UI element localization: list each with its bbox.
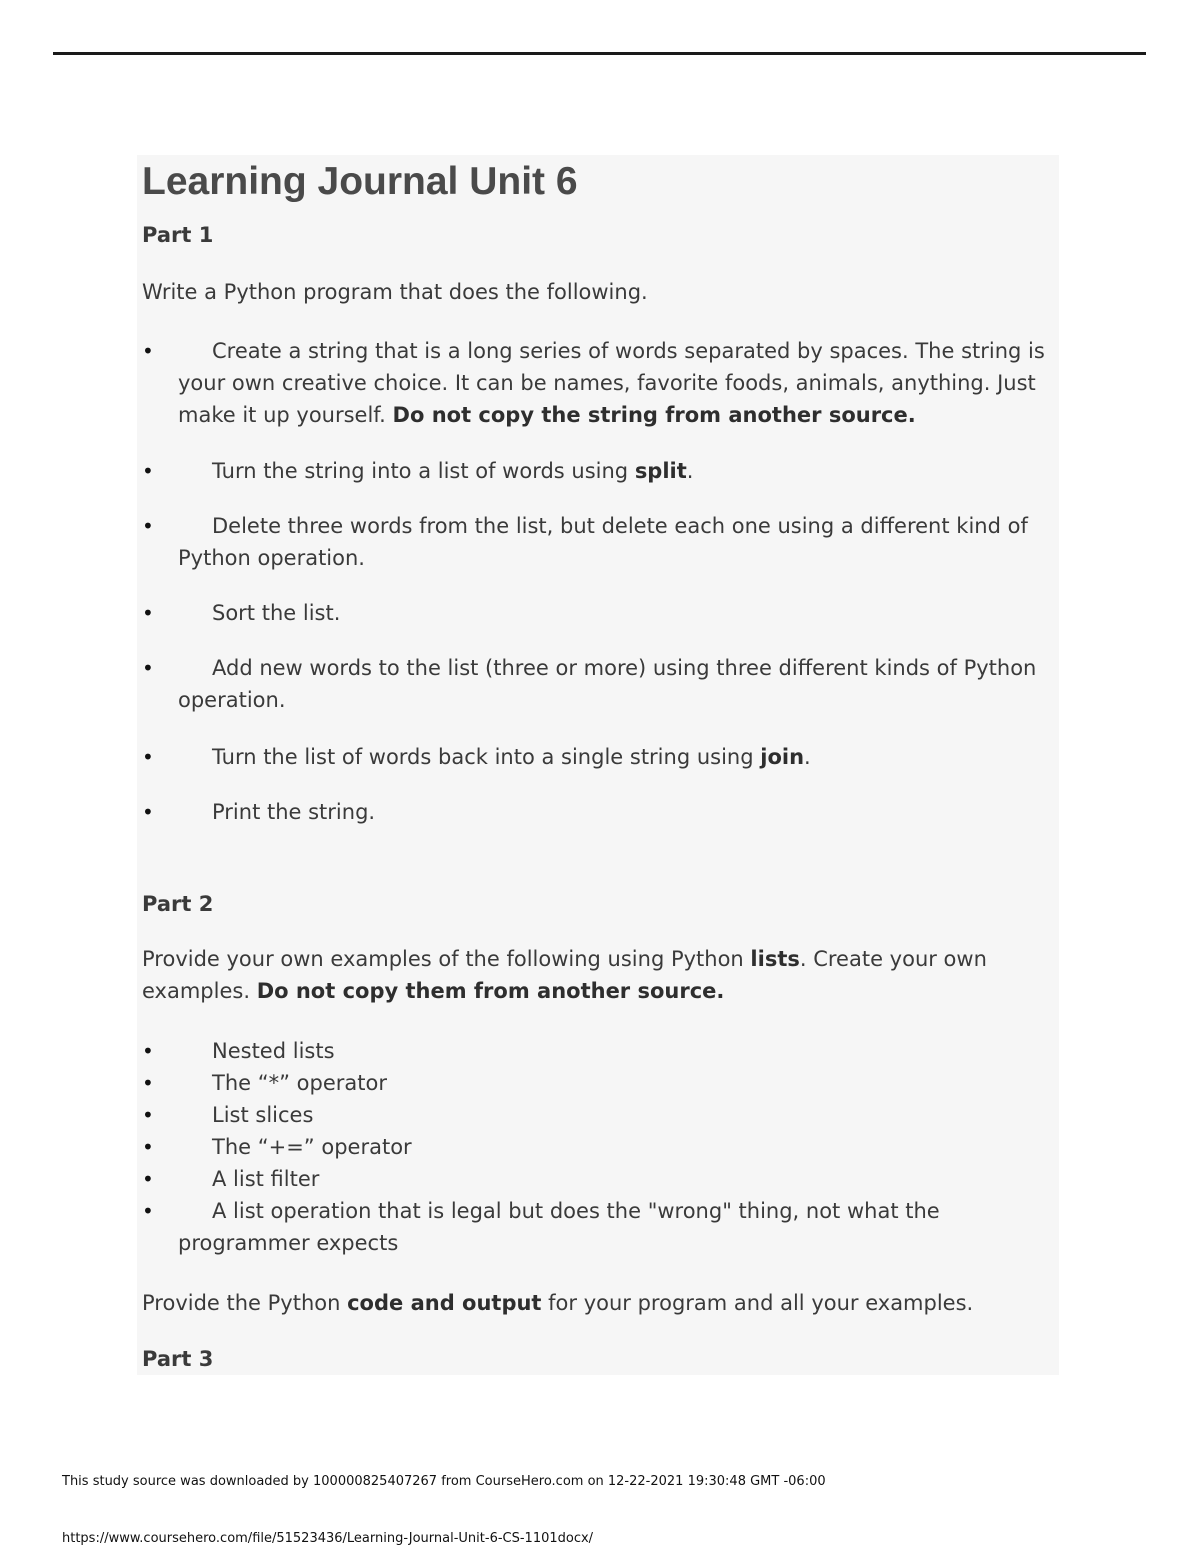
- bullet-icon: •: [142, 745, 154, 769]
- part1-bullet-7: [142, 796, 1058, 828]
- part2-closing: [142, 1287, 1042, 1319]
- bullet-icon: •: [142, 1135, 154, 1159]
- bullet-icon: •: [142, 1167, 154, 1191]
- bullet-text: Add new words to the list (three or more) using three different kinds of Python operation.: [178, 656, 1037, 712]
- bullet-text: List slices: [212, 1103, 314, 1127]
- part2-bullet-4: [142, 1131, 1058, 1163]
- bullet-icon: •: [142, 1103, 154, 1127]
- part2-closing-bold: code and output: [347, 1291, 542, 1315]
- bullet-bold-text: split: [634, 459, 687, 483]
- part1-bullet-4: [142, 597, 1058, 629]
- bullet-bold-text: Do not copy the string from another source.: [392, 403, 916, 427]
- bullet-text: Delete three words from the list, but delete each one using a different kind of Python operation.: [178, 514, 1028, 570]
- bullet-icon: •: [142, 1199, 154, 1223]
- part1-intro: Write a Python program that does the following.: [142, 280, 648, 304]
- bullet-icon: •: [142, 656, 154, 680]
- bullet-trailing-text: .: [804, 745, 811, 769]
- bullet-text: A list operation that is legal but does the "wrong" thing, not what the programmer expects: [178, 1199, 940, 1255]
- download-source-notice: This study source was downloaded by 100000825407267 from CourseHero.com on 12-22-2021 19:30:48 GMT -06:00: [62, 1474, 826, 1489]
- part2-bullet-2: [142, 1067, 1058, 1099]
- bullet-text: Print the string.: [212, 800, 376, 824]
- bullet-text: Nested lists: [212, 1039, 335, 1063]
- bullet-text: Create a string that is a long series of words separated by spaces. The string is your own creative choice. It can be names, favorite foods, animals, anything. Just make it up yourself.: [178, 339, 1045, 427]
- part2-bullet-3: [142, 1099, 1058, 1131]
- bullet-text: Turn the list of words back into a single string using: [212, 745, 761, 769]
- bullet-text: The “+=” operator: [212, 1135, 412, 1159]
- bullet-icon: •: [142, 339, 154, 363]
- part2-bullet-1: [142, 1035, 1058, 1067]
- source-url[interactable]: https://www.coursehero.com/file/51523436/Learning-Journal-Unit-6-CS-1101docx/: [62, 1531, 594, 1546]
- part1-bullet-3: [142, 510, 1058, 574]
- bullet-text: A list filter: [212, 1167, 320, 1191]
- part2-intro: [142, 943, 1042, 1007]
- bullet-icon: •: [142, 514, 154, 538]
- page-title: Learning Journal Unit 6: [142, 160, 578, 203]
- part2-intro-text-2: . Create your own examples.: [142, 947, 987, 1003]
- bullet-text: Turn the string into a list of words using: [212, 459, 635, 483]
- part2-intro-bold-lists: lists: [750, 947, 800, 971]
- top-horizontal-rule: [53, 52, 1146, 55]
- bullet-icon: •: [142, 1039, 154, 1063]
- part3-heading: Part 3: [142, 1347, 214, 1371]
- bullet-icon: •: [142, 601, 154, 625]
- part1-bullet-2: [142, 455, 1058, 487]
- part2-closing-text: Provide the Python: [142, 1291, 348, 1315]
- bullet-trailing-text: .: [686, 459, 694, 483]
- part2-intro-text: Provide your own examples of the following using Python: [142, 947, 751, 971]
- bullet-icon: •: [142, 459, 154, 483]
- part1-bullet-6: [142, 741, 1058, 773]
- bullet-icon: •: [142, 1071, 154, 1095]
- part2-heading: Part 2: [142, 892, 214, 916]
- part1-bullet-5: [142, 652, 1058, 716]
- part2-bullet-6: [142, 1195, 1058, 1259]
- bullet-text: Sort the list.: [212, 601, 341, 625]
- part2-intro-bold-warning: Do not copy them from another source.: [256, 979, 725, 1003]
- part2-bullet-5: [142, 1163, 1058, 1195]
- part1-bullet-1: [142, 335, 1058, 431]
- bullet-bold-text: join: [760, 745, 805, 769]
- bullet-text: The “*” operator: [212, 1071, 387, 1095]
- part1-heading: Part 1: [142, 223, 214, 247]
- bullet-icon: •: [142, 800, 154, 824]
- part2-closing-text-2: for your program and all your examples.: [541, 1291, 974, 1315]
